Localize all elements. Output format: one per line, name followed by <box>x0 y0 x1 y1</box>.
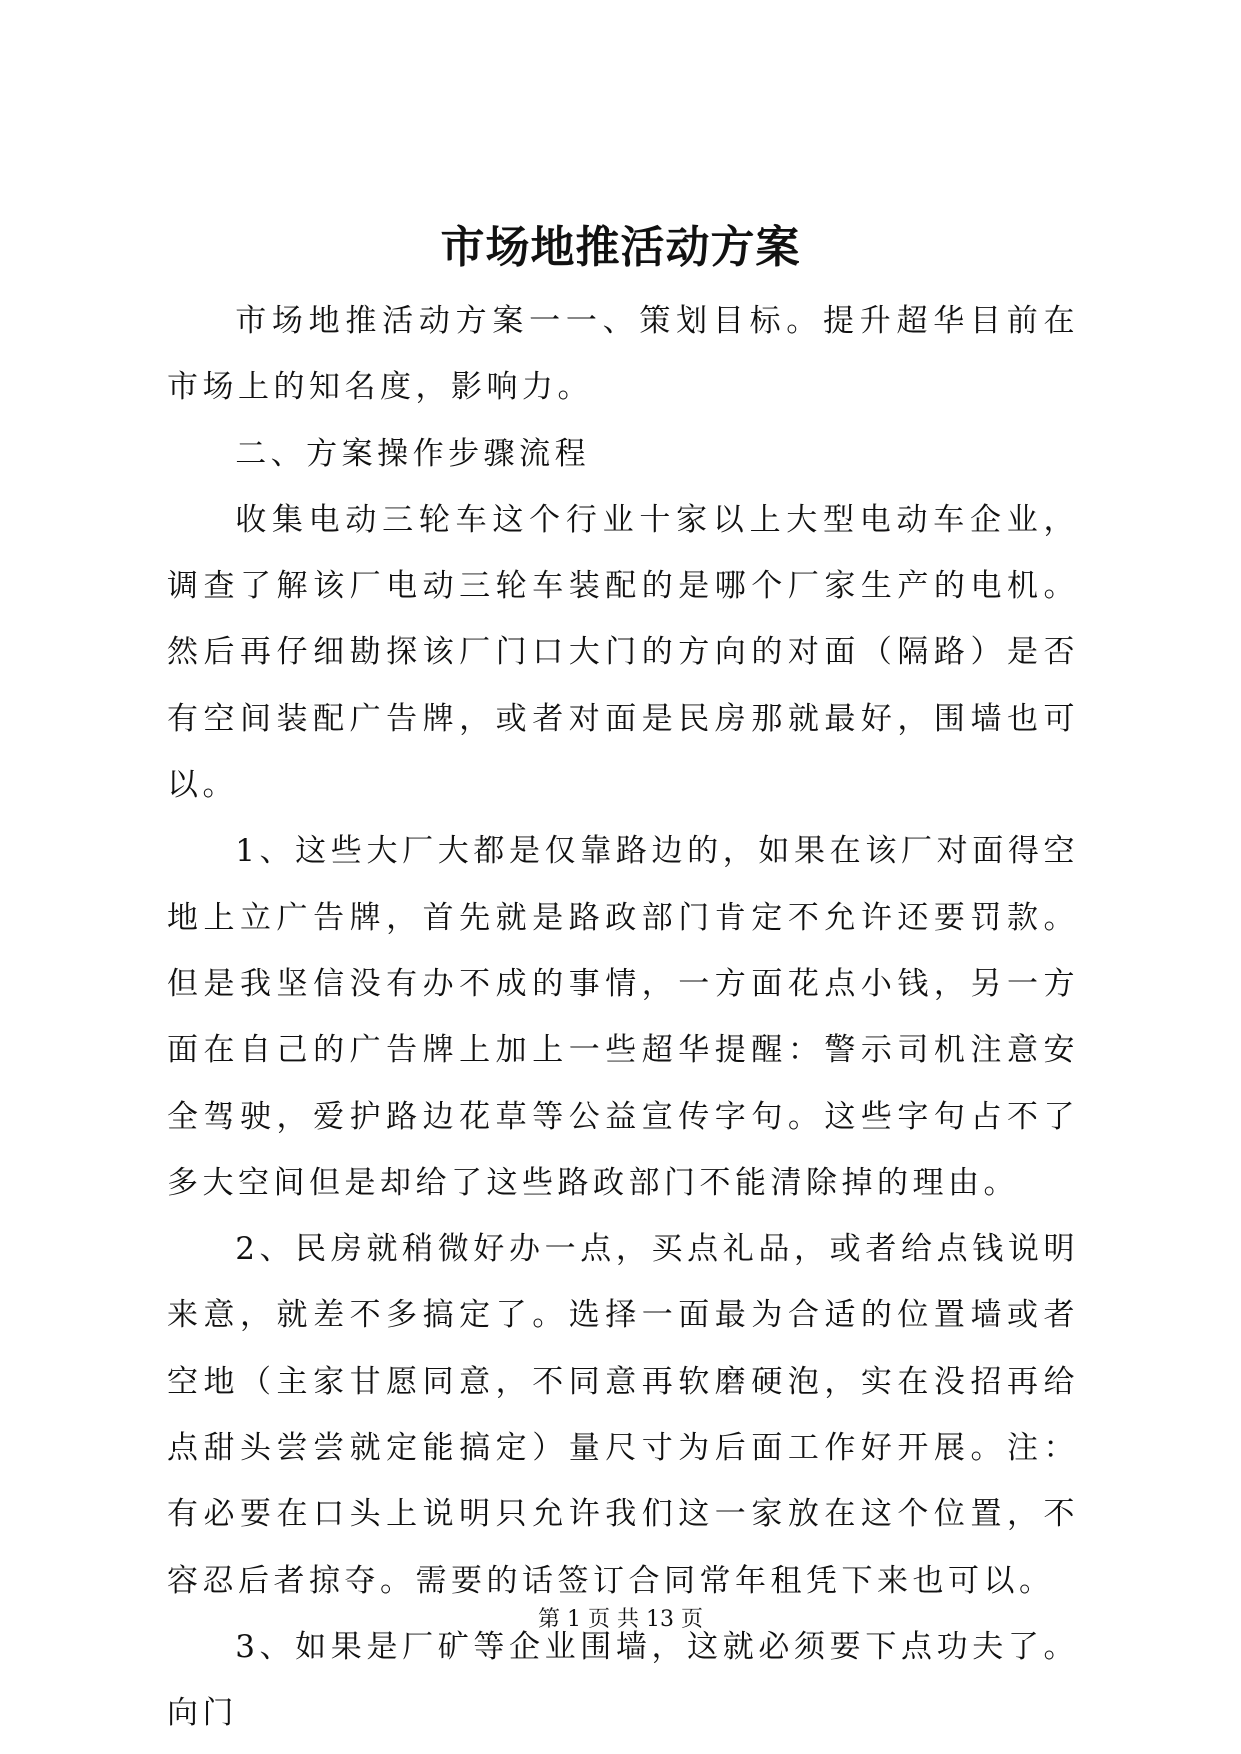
paragraph-point-3: 3、如果是厂矿等企业围墙，这就必须要下点功夫了。向门 <box>167 1628 1079 1732</box>
document-body <box>167 288 1079 1747</box>
paragraph-section-heading: 二、方案操作步骤流程 <box>235 435 591 472</box>
paragraph-goal: 市场地推活动方案一一、策划目标。提升超华目前在市场上的知名度，影响力。 <box>167 303 1079 406</box>
paragraph-point-2: 2、民房就稍微好办一点，买点礼品，或者给点钱说明来意，就差不多搞定了。选择一面最为合适的位置墙或者空地（主家甘愿同意，不同意再软磨硬泡，实在没招再给点甜头尝尝就定能搞定）量尺寸为后面工作好开展。注：有必要在口头上说明只允许我们这一家放在这个位置，不容忍后者掠夺。需要的话签订合同常年租凭下来也可以。 <box>167 1231 1079 1599</box>
paragraph-survey: 收集电动三轮车这个行业十家以上大型电动车企业，调查了解该厂电动三轮车装配的是哪个厂家生产的电机。然后再仔细勘探该厂门口大门的方向的对面（隔路）是否有空间装配广告牌，或者对面是民房那就最好，围墙也可以。 <box>167 501 1079 804</box>
document-title: 市场地推活动方案 <box>440 222 801 273</box>
page-number-footer: 第 1 页 共 13 页 <box>538 1607 703 1632</box>
paragraph-point-1: 1、这些大厂大都是仅靠路边的，如果在该厂对面得空地上立广告牌，首先就是路政部门肯定不允许还要罚款。但是我坚信没有办不成的事情，一方面花点小钱，另一方面在自己的广告牌上加上一些超华提醒：警示司机注意安全驾驶，爱护路边花草等公益宣传字句。这些字句占不了多大空间但是却给了这些路政部门不能清除掉的理由。 <box>167 833 1079 1201</box>
